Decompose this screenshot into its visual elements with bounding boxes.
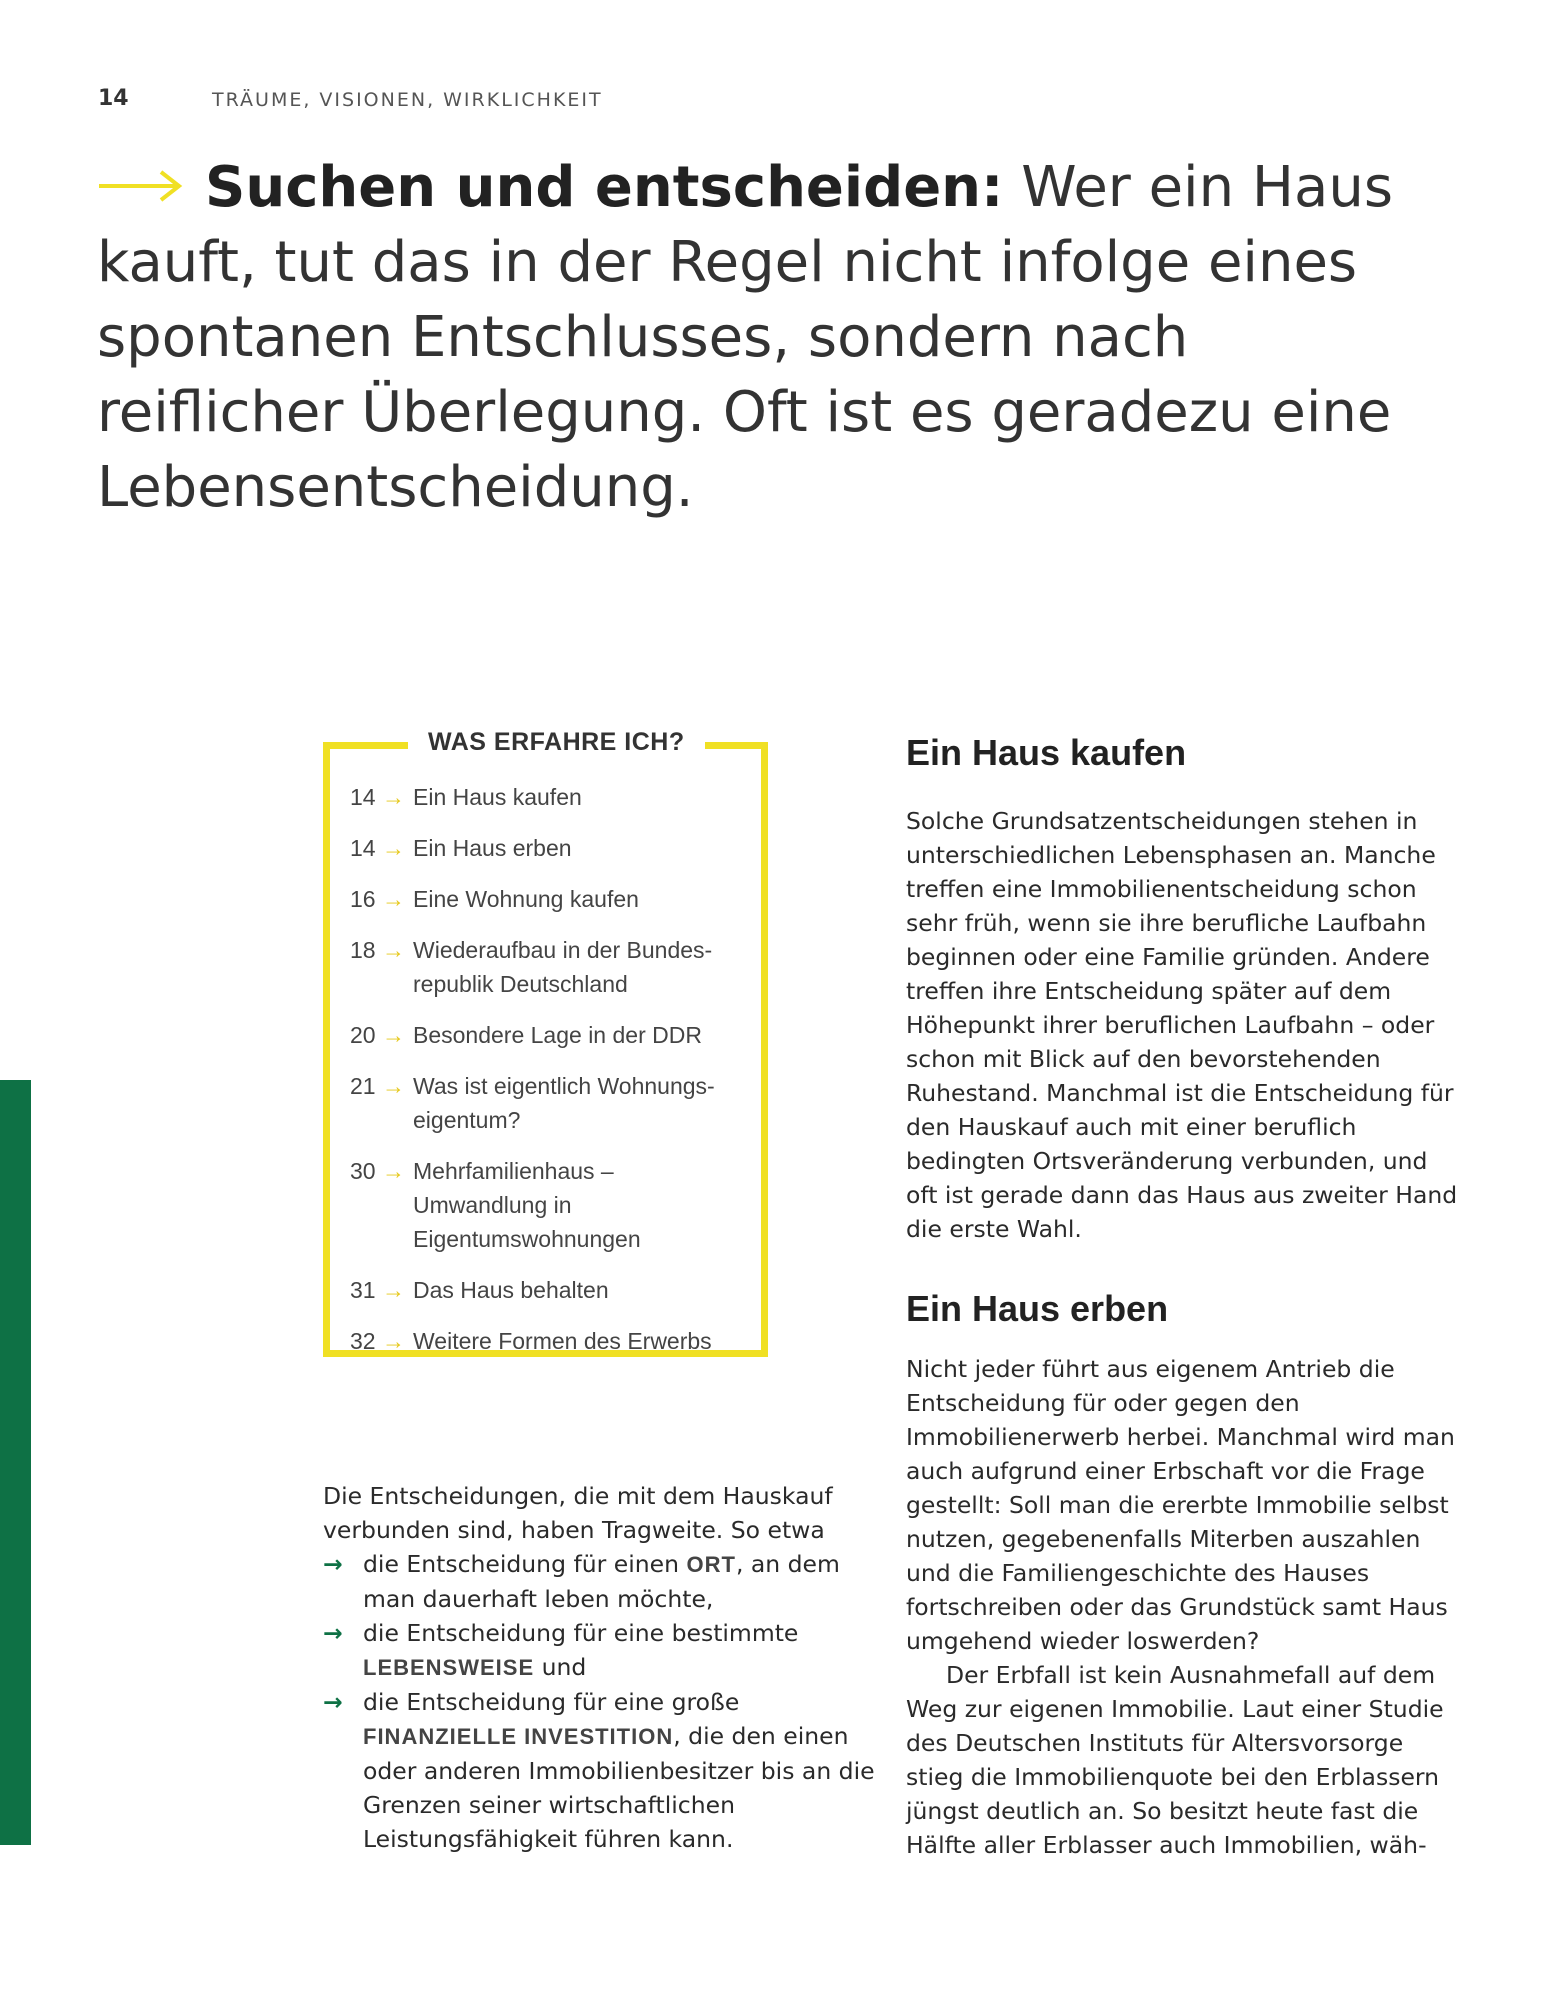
toc-page-number: 21: [350, 1073, 376, 1099]
toc-page-number: 16: [350, 886, 376, 912]
toc-item[interactable]: [350, 831, 750, 865]
toc-item-label: Was ist eigentlich Wohnungs- eigentum?: [413, 1073, 715, 1133]
arrow-right-icon: →: [382, 1022, 405, 1048]
arrow-right-icon: →: [323, 1688, 343, 1716]
arrow-right-icon: →: [382, 835, 405, 861]
toc-title: WAS ERFAHRE ICH?: [408, 728, 705, 757]
arrow-right-icon: →: [382, 1328, 405, 1354]
arrow-right-icon: →: [382, 937, 405, 963]
bullet-text: , an dem man dauerhaft leben möchte,: [363, 1550, 840, 1613]
section-heading: Ein Haus kaufen: [906, 732, 1187, 773]
section-body: Der Erbfall ist kein Ausnahmefall auf dem Weg zur eigenen Immobilie. Laut einer Studie des Deutschen Instituts für Altersvorsorge stieg die Immobilienquote bei den Erblassern jüngst deutlich an. So besitzt heute fast die Hälfte aller Erblasser auch Immobilien, wäh-: [906, 1661, 1444, 1859]
intro-text: Wer ein Haus kauft, tut das in der Regel nicht infolge eines spontanen Entschlusses, sondern nach reiflicher Überlegung. Oft ist es geradezu eine Lebensentscheidung.: [97, 155, 1394, 520]
arrow-right-icon: →: [382, 886, 405, 912]
arrow-right-icon: →: [382, 784, 405, 810]
arrow-right-icon: →: [382, 1277, 405, 1303]
list-item: [323, 1616, 883, 1685]
bullet-text: und: [534, 1653, 587, 1681]
keyword: LEBENSWEISE: [363, 1655, 535, 1680]
keyword: ORT: [686, 1552, 736, 1577]
section-body: Solche Grundsatzentscheidungen stehen in unterschiedlichen Lebensphasen an. Manche treffen eine Immobilienentscheidung schon sehr früh, wenn sie ihre berufliche Laufbahn beginnen oder eine Familie gründen. Andere treffen ihre Entscheidung später auf dem Höhepunkt ihrer beruflichen Laufbahn – oder schon mit Blick auf den bevorstehenden Ruhestand. Manchmal ist die Entscheidung für den Hauskauf auch mit einer beruflich bedingten Ortsveränderung verbunden, und oft ist gerade dann das Haus aus zweiter Hand die erste Wahl.: [906, 807, 1458, 1243]
bullet-text: die Entscheidung für eine bestimmte: [363, 1619, 799, 1647]
arrow-right-icon: →: [382, 1073, 405, 1099]
toc-item[interactable]: [350, 1069, 750, 1137]
toc-item[interactable]: [350, 780, 750, 814]
right-column: [906, 730, 1466, 1862]
toc-page-number: 18: [350, 937, 376, 963]
toc-item-label: Weitere Formen des Erwerbs: [413, 1328, 712, 1354]
toc-item[interactable]: [350, 1018, 750, 1052]
toc-page-number: 32: [350, 1328, 376, 1354]
bullet-text: die Entscheidung für einen: [363, 1550, 687, 1578]
toc-page-number: 20: [350, 1022, 376, 1048]
list-item: [323, 1685, 883, 1856]
running-head: TRÄUME, VISIONEN, WIRKLICHKEIT: [212, 89, 603, 111]
section-body: Nicht jeder führt aus eigenem Antrieb die Entscheidung für oder gegen den Immobilienerwerb herbei. Manchmal wird man auch aufgrund einer Erbschaft vor die Frage gestellt: Soll man die ererbte Immobilie selbst nutzen, gegebenenfalls Miterben auszahlen und die Familiengeschichte des Hauses fortschreiben oder das Grundstück samt Haus umgehend wieder loswerden?: [906, 1355, 1455, 1655]
toc-item[interactable]: [350, 1273, 750, 1307]
arrow-right-icon: →: [323, 1619, 343, 1647]
arrow-right-icon: [97, 169, 183, 203]
toc-page-number: 14: [350, 835, 376, 861]
toc-page-number: 30: [350, 1158, 376, 1184]
section-heading: Ein Haus erben: [906, 1288, 1169, 1329]
keyword: FINANZIELLE INVESTITION: [363, 1724, 674, 1749]
toc-item[interactable]: [350, 1324, 750, 1358]
toc-item-label: Ein Haus erben: [413, 835, 572, 861]
margin-color-bar: [0, 1080, 31, 1845]
toc-list: [350, 780, 750, 1375]
arrow-right-icon: →: [382, 1158, 405, 1184]
toc-item-label: Wiederaufbau in der Bundes- republik Deutschland: [413, 937, 713, 997]
page-number: 14: [98, 86, 129, 111]
left-intro: Die Entscheidungen, die mit dem Hauskauf verbunden sind, haben Tragweite. So etwa: [323, 1482, 833, 1544]
intro-lead: Suchen und entscheiden:: [205, 155, 1004, 220]
toc-item-label: Das Haus behalten: [413, 1277, 609, 1303]
bullet-text: , die den einen oder anderen Immobilienbesitzer bis an die Grenzen seiner wirtschaftlichen Leistungsfähigkeit führen kann.: [363, 1722, 875, 1853]
section-haus-erben: [906, 1286, 1466, 1862]
toc-page-number: 14: [350, 784, 376, 810]
decision-list: [323, 1547, 883, 1856]
toc-item-label: Besondere Lage in der DDR: [413, 1022, 702, 1048]
section-haus-kaufen: [906, 730, 1466, 1246]
toc-item-label: Mehrfamilienhaus – Umwandlung in Eigentumswohnungen: [413, 1158, 641, 1252]
left-column-text: [323, 1479, 883, 1856]
intro-paragraph: [97, 150, 1397, 525]
toc-item[interactable]: [350, 933, 750, 1001]
list-item: [323, 1547, 883, 1616]
toc-item-label: Eine Wohnung kaufen: [413, 886, 639, 912]
toc-page-number: 31: [350, 1277, 376, 1303]
toc-item[interactable]: [350, 1154, 750, 1256]
toc-item-label: Ein Haus kaufen: [413, 784, 582, 810]
bullet-text: die Entscheidung für eine große: [363, 1688, 740, 1716]
toc-item[interactable]: [350, 882, 750, 916]
arrow-right-icon: →: [323, 1550, 343, 1578]
